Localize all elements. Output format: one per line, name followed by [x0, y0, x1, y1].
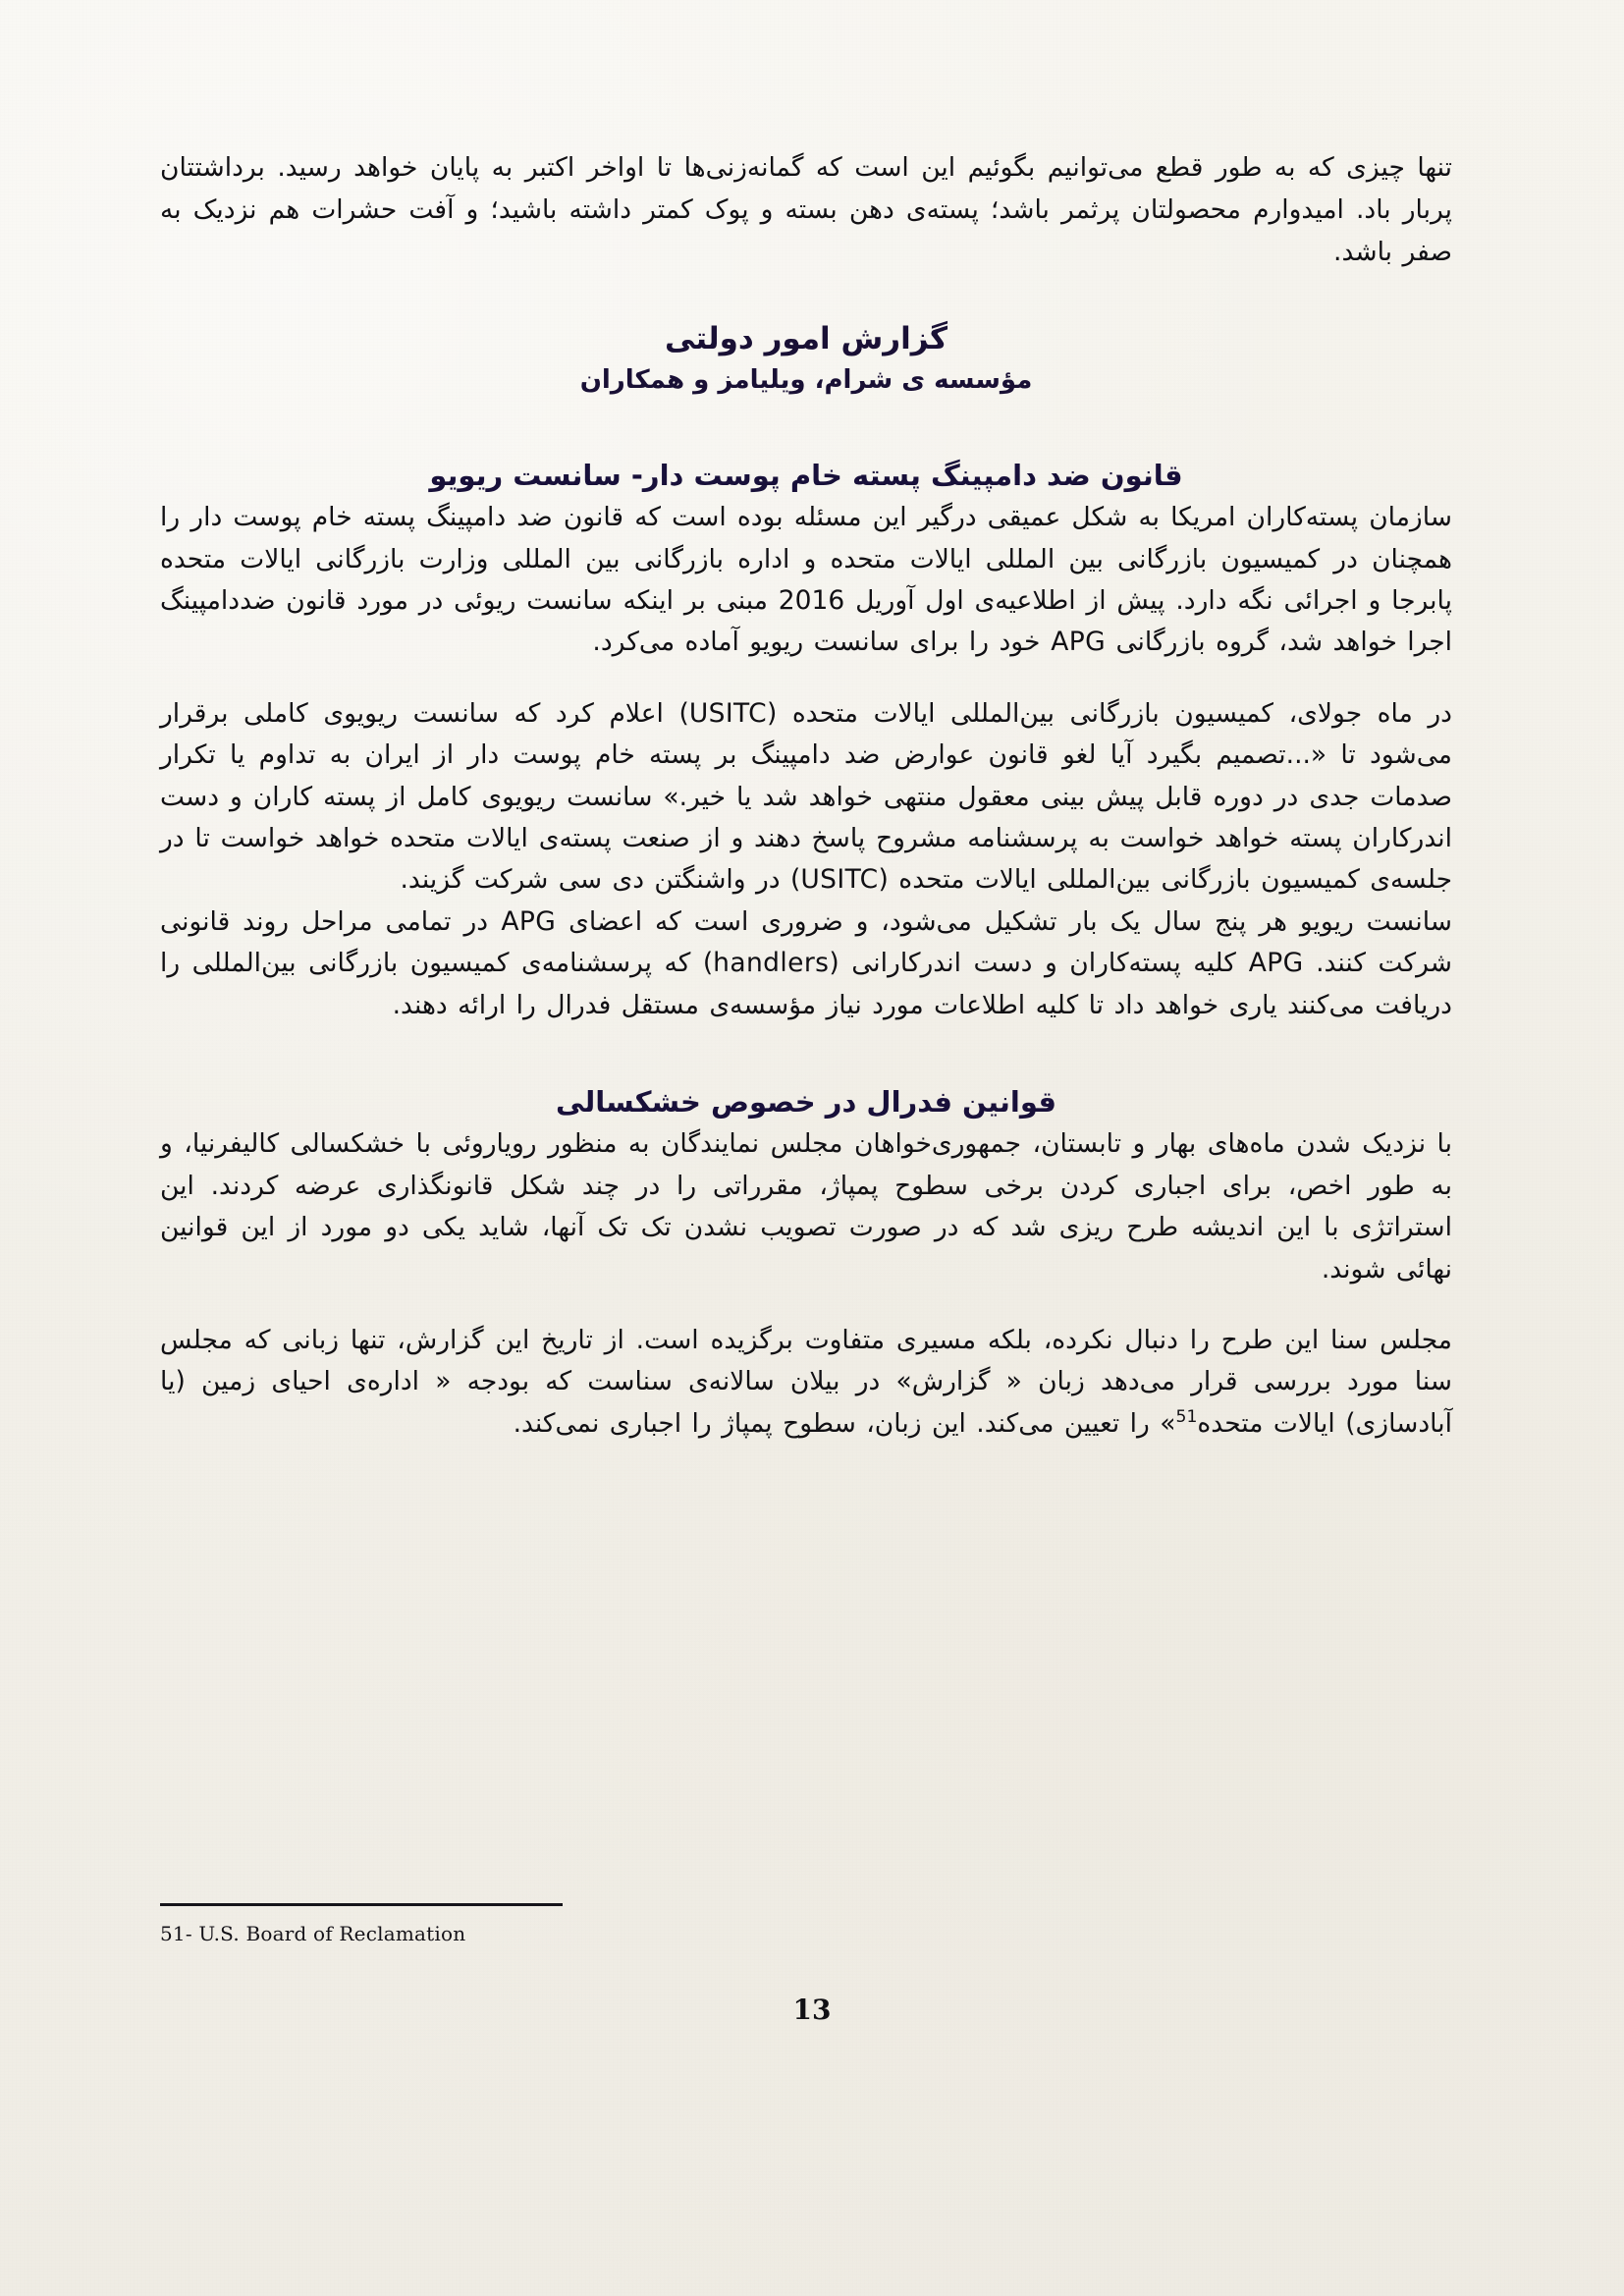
- heading-government-affairs: گزارش امور دولتی: [664, 320, 948, 356]
- subheading-firm-name: مؤسسه ی شرام، ویلیامز و همکاران: [579, 364, 1033, 395]
- spacer: [160, 1026, 1452, 1081]
- spacer: [160, 1290, 1452, 1320]
- drought-paragraph-1: با نزدیک شدن ماه‌های بهار و تابستان، جمهوری‌خواهان مجلس نمایندگان به منظور رویاروئی با خشکسالی کالیفرنیا، و به طور اخص، برای اجباری کردن برخی سطوح پمپاژ، مقرراتی را در چند شکل قانونگذاری عرضه کردند. این استراتژی با این اندیشه طرح ریزی شد که در صورت تصویب نشدن تک تک آنها، شاید یکی دو مورد از این قوانین نهائی شوند.: [160, 1128, 1452, 1285]
- drought-paragraph-2-part1: مجلس سنا این طرح را دنبال نکرده، بلکه مسیری متفاوت برگزیده است. از تاریخ این گزارش، تنها زبانی که مجلس سنا مورد بررسی قرار می‌دهد زبان « گزارش» در بیلان سالانه‌ی سناست که بودجه « اداره‌ی احیای زمین (یا آبادسازی) ایالات متحده: [160, 1324, 1452, 1439]
- drought-paragraph-2-part2: » را تعیین می‌کند. این زبان، سطوح پمپاژ را اجباری نمی‌کند.: [513, 1407, 1176, 1439]
- spacer: [160, 274, 1452, 317]
- antidumping-paragraph-2: در ماه جولای، کمیسیون بازرگانی بین‌المللی ایالات متحده (USITC) اعلام کرد که سانست ریویوی کاملی برقرار می‌شود تا «...تصمیم بگیرد آیا لغو قانون عوارض ضد دامپینگ بر پسته خام پوست دار از ایران به تداوم یا تکرار صدمات جدی در دوره قابل پیش بینی معقول منتهی خواهد شد یا خیر.» سانست ریویوی کامل از پسته کاران و دست اندرکاران پسته خواهد خواست به پرسشنامه مشروح پاسخ دهند و از صنعت پسته‌ی ایالات متحده خواهد خواست تا در جلسه‌ی کمیسیون بازرگانی بین‌المللی ایالات متحده (USITC) در واشنگتن دی سی شرکت گزیند.: [160, 697, 1452, 896]
- heading-antidumping-sunset-review: قانون ضد دامپینگ پسته خام پوست دار- سانست ریویو: [429, 458, 1183, 492]
- antidumping-paragraph-1: سازمان پسته‌کاران امریکا به شکل عمیقی درگیر این مسئله بوده است که قانون ضد دامپینگ پسته خام پوست دار را همچنان در کمیسیون بازرگانی بین المللی ایالات متحده و اداره بازرگانی بین المللی وزارت بازرگانی ایالات متحده پابرجا و اجرائی نگه دارد. پیش از اطلاعیه‌ی اول آوریل 2016 مبنی بر اینکه سانست ریوئی در مورد قانون ضددامپینگ اجرا خواهد شد، گروه بازرگانی APG خود را برای سانست ریویو آماده می‌کرد.: [160, 502, 1452, 658]
- heading-federal-drought-laws: قوانین فدرال در خصوص خشکسالی: [555, 1084, 1056, 1119]
- footnote-zone: [160, 1903, 1452, 1945]
- spacer: [160, 400, 1452, 455]
- spacer: [160, 664, 1452, 693]
- footnote-separator-rule: [160, 1903, 563, 1906]
- footnote-text: 51- U.S. Board of Reclamation: [160, 1922, 466, 1945]
- footnote-marker-51: 51: [1175, 1406, 1198, 1427]
- intro-paragraph: تنها چیزی که به طور قطع می‌توانیم بگوئیم این است که گمانه‌زنی‌ها تا اواخر اکتبر به پایان خواهد رسید. برداشتتان پربار باد. امیدوارم محصولتان پرثمر باشد؛ پسته‌ی دهن بسته و پوک کمتر داشته باشید؛ و آفت حشرات هم نزدیک به صفر باشد.: [160, 152, 1452, 267]
- drought-paragraph-2: [160, 1320, 1452, 1445]
- page-number: 13: [792, 1994, 832, 2026]
- page-content: [160, 147, 1452, 1445]
- antidumping-paragraph-3: سانست ریویو هر پنج سال یک بار تشکیل می‌شود، و ضروری است که اعضای APG در تمامی مراحل روند قانونی شرکت کنند. APG کلیه پسته‌کاران و دست اندرکارانی (handlers) که پرسشنامه‌ی کمیسیون بازرگانی بین‌المللی را دریافت می‌کنند یاری خواهد داد تا کلیه اطلاعات مورد نیاز مؤسسه‌ی مستقل فدرال را ارائه دهند.: [160, 905, 1452, 1020]
